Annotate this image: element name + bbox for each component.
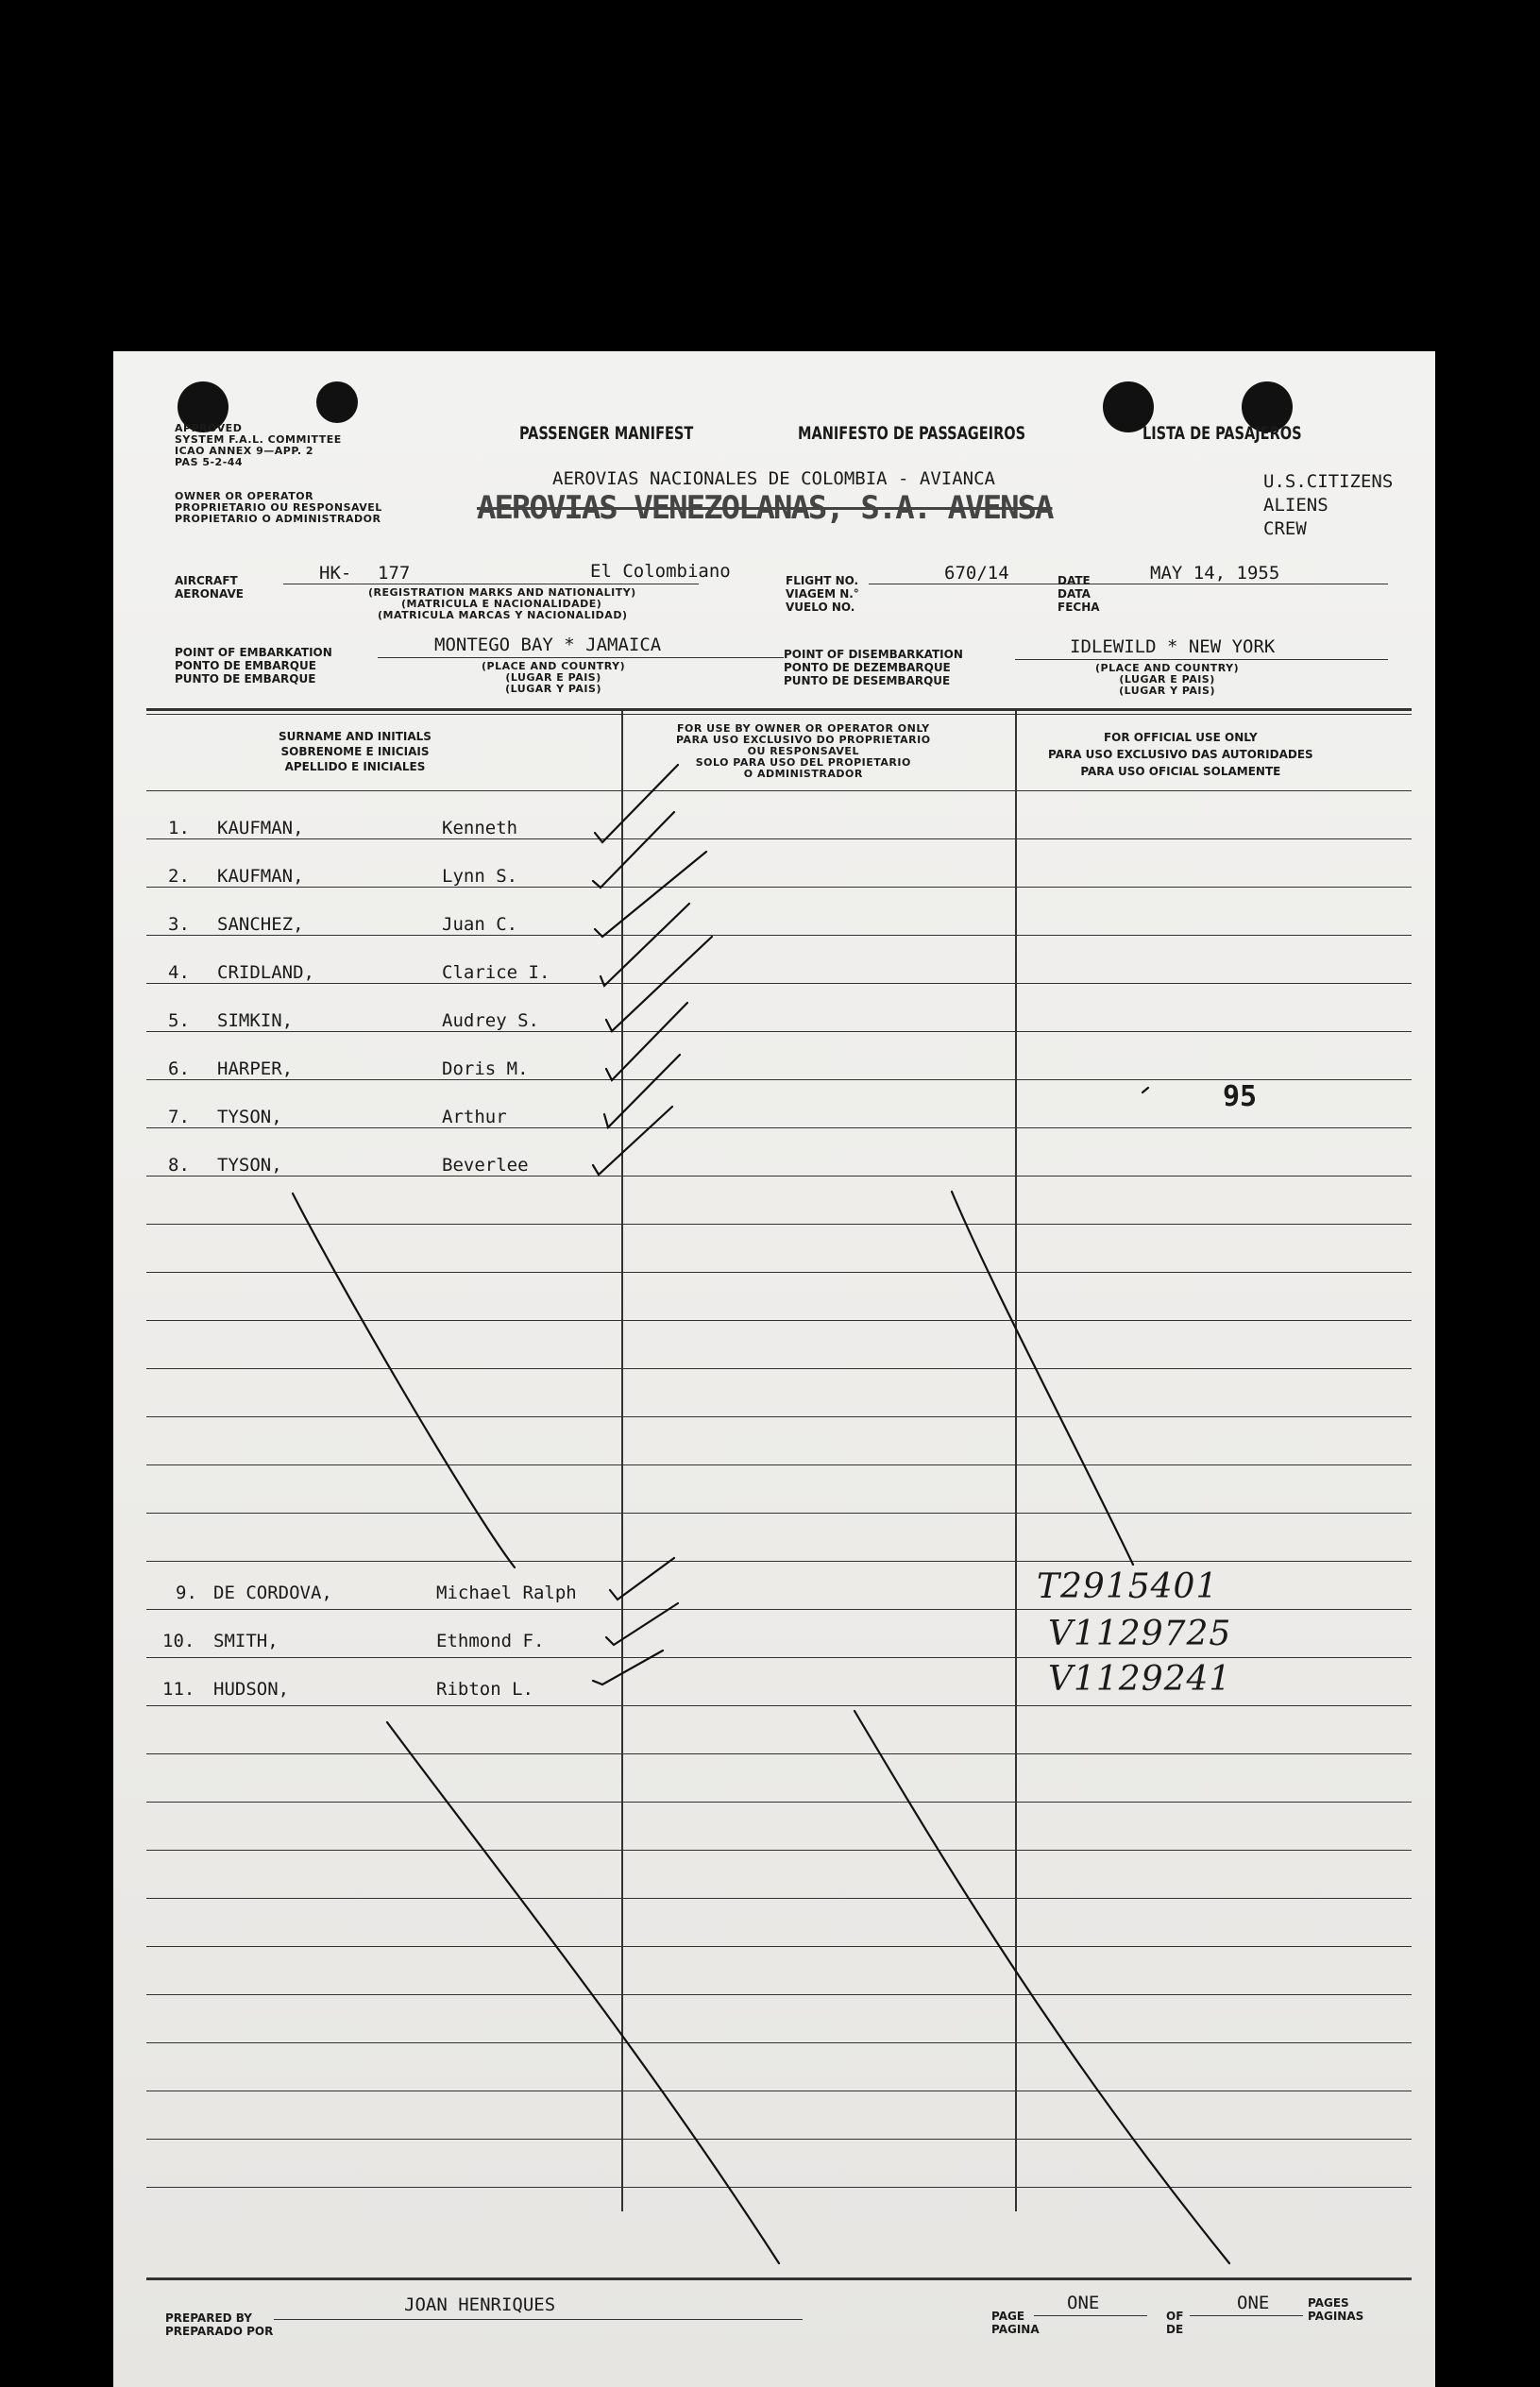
prepared-by: JOAN HENRIQUES xyxy=(404,2294,556,2315)
given-name: Ethmond F. xyxy=(436,1631,545,1651)
column-header-line: FOR USE BY OWNER OR OPERATOR ONLY xyxy=(676,722,930,735)
owner-struck-out: AEROVIAS VENEZOLANAS, S.A. AVENSA xyxy=(477,489,1053,527)
aircraft-label-line: AIRCRAFT xyxy=(175,574,238,587)
registration-prefix: HK- xyxy=(319,563,352,584)
surname: SMITH, xyxy=(213,1631,279,1651)
row-number: 2. xyxy=(168,866,190,887)
caption-line: (REGISTRATION MARKS AND NATIONALITY) xyxy=(368,586,636,599)
given-name: Clarice I. xyxy=(442,962,550,983)
given-name: Juan C. xyxy=(442,914,518,935)
column-header-line: PARA USO OFICIAL SOLAMENTE xyxy=(1080,765,1281,778)
row-number: 5. xyxy=(168,1010,190,1031)
surname: CRIDLAND, xyxy=(217,962,314,983)
date-label-line: DATA xyxy=(1058,587,1091,601)
prepared-label-line: PREPARADO POR xyxy=(165,2325,274,2338)
row-number: 4. xyxy=(168,962,190,983)
stray-tick xyxy=(1142,1088,1148,1092)
flight-label-line: FLIGHT NO. xyxy=(786,574,859,587)
official-mark: 95 xyxy=(1223,1080,1258,1113)
strike-line xyxy=(387,1722,779,2263)
official-mark: V1129725 xyxy=(1048,1615,1232,1653)
caption-line: (LUGAR E PAIS) xyxy=(505,671,601,684)
embark-label-line: PUNTO DE EMBARQUE xyxy=(175,672,316,686)
disembark-value: IDLEWILD * NEW YORK xyxy=(1070,636,1276,657)
pages-label xyxy=(1308,2296,1363,2323)
page-underline xyxy=(1034,2315,1147,2316)
pages-label-line: PAGES xyxy=(1308,2296,1349,2310)
caption-line: (LUGAR E PAIS) xyxy=(1119,673,1215,686)
page-label xyxy=(991,2310,1040,2336)
footer-top-rule xyxy=(146,2277,1412,2280)
status-us-citizens: U.S.CITIZENS xyxy=(1263,471,1394,492)
prepared-label-line: PREPARED BY xyxy=(165,2311,252,2325)
column-header-line: PARA USO EXCLUSIVO DO PROPRIETARIO xyxy=(676,734,931,746)
flight-label-line: VUELO NO. xyxy=(786,601,855,614)
given-name: Ribton L. xyxy=(436,1679,533,1700)
handwritten-marks xyxy=(113,351,1435,2387)
given-name: Kenneth xyxy=(442,818,518,838)
registration-value: 177 xyxy=(378,563,411,584)
column-header-line: SURNAME AND INITIALS xyxy=(279,730,432,743)
of-label-line: DE xyxy=(1166,2323,1184,2336)
embark-label-line: POINT OF EMBARKATION xyxy=(175,646,332,659)
row-number: 3. xyxy=(168,914,190,935)
of-label xyxy=(1166,2310,1183,2336)
strike-line xyxy=(855,1711,1229,2263)
row-number: 10. xyxy=(162,1631,195,1651)
owner-label-line: PROPRIETARIO OU RESPONSAVEL xyxy=(175,501,382,514)
owner-label-line: OWNER OR OPERATOR xyxy=(175,490,314,502)
embark-label-line: PONTO DE EMBARQUE xyxy=(175,659,316,672)
caption-line: (MATRICULA E NACIONALIDADE) xyxy=(401,598,602,610)
caption-line: (LUGAR Y PAIS) xyxy=(1119,685,1215,697)
prepared-underline xyxy=(274,2319,803,2320)
approval-line: PAS 5-2-44 xyxy=(175,456,244,468)
surname: HUDSON, xyxy=(213,1679,290,1700)
column-header-line: O ADMINISTRADOR xyxy=(743,768,863,780)
status-crew: CREW xyxy=(1263,518,1307,539)
check-mark xyxy=(606,1003,687,1080)
title-es: LISTA DE PASAJEROS xyxy=(1142,423,1302,444)
approval-line: SYSTEM F.A.L. COMMITTEE xyxy=(175,433,342,446)
approval-line: APPROVED xyxy=(175,422,243,434)
prepared-label xyxy=(165,2311,273,2338)
aircraft-label-line: AERONAVE xyxy=(175,587,244,601)
date-label-line: FECHA xyxy=(1058,601,1100,614)
column-header-line: FOR OFFICIAL USE ONLY xyxy=(1103,731,1258,744)
owner-value: AEROVIAS NACIONALES DE COLOMBIA - AVIANCA xyxy=(552,468,995,489)
given-name: Audrey S. xyxy=(442,1010,539,1031)
surname: KAUFMAN, xyxy=(217,818,304,838)
given-name: Lynn S. xyxy=(442,866,518,887)
flight-label-line: VIAGEM N.° xyxy=(786,587,859,601)
disembark-label-line: PUNTO DE DESEMBARQUE xyxy=(784,674,951,687)
surname: DE CORDOVA, xyxy=(213,1583,332,1603)
given-name: Michael Ralph xyxy=(436,1583,577,1603)
check-mark xyxy=(595,765,678,842)
surname: HARPER, xyxy=(217,1058,294,1079)
surname: SANCHEZ, xyxy=(217,914,304,935)
row-number: 7. xyxy=(168,1107,190,1127)
row-number: 6. xyxy=(168,1058,190,1079)
caption-line: (PLACE AND COUNTRY) xyxy=(482,660,626,672)
strike-line xyxy=(293,1194,515,1567)
title-en: PASSENGER MANIFEST xyxy=(519,423,694,444)
check-mark xyxy=(604,1055,680,1127)
page-total: ONE xyxy=(1237,2293,1270,2313)
check-mark xyxy=(595,852,706,937)
row-number: 11. xyxy=(162,1679,195,1700)
given-name: Beverlee xyxy=(442,1155,529,1176)
column-header-line: OU RESPONSAVEL xyxy=(747,745,859,757)
disembark-label-line: POINT OF DISEMBARKATION xyxy=(784,648,963,661)
surname: TYSON, xyxy=(217,1107,282,1127)
disembark-label-line: PONTO DE DEZEMBARQUE xyxy=(784,661,951,674)
column-header-line: SOBRENOME E INICIAIS xyxy=(280,745,430,758)
official-mark: V1129241 xyxy=(1048,1660,1232,1699)
given-name: Arthur xyxy=(442,1107,507,1127)
of-label-line: OF xyxy=(1166,2310,1184,2323)
given-name: Doris M. xyxy=(442,1058,529,1079)
page-label-line: PAGINA xyxy=(991,2323,1040,2336)
check-mark xyxy=(593,1651,663,1684)
surname: SIMKIN, xyxy=(217,1010,294,1031)
approval-line: ICAO ANNEX 9—APP. 2 xyxy=(175,445,314,457)
page-number: ONE xyxy=(1067,2293,1100,2313)
check-mark xyxy=(601,904,689,986)
pages-label-line: PAGINAS xyxy=(1308,2310,1364,2323)
row-number: 8. xyxy=(168,1155,190,1176)
manifest-page xyxy=(113,351,1435,2387)
column-header-line: APELLIDO E INICIALES xyxy=(284,760,426,773)
strike-line xyxy=(952,1192,1133,1565)
surname: KAUFMAN, xyxy=(217,866,304,887)
check-mark xyxy=(606,937,712,1031)
date-label-line: DATE xyxy=(1058,574,1091,587)
embark-value: MONTEGO BAY * JAMAICA xyxy=(434,635,662,655)
caption-line: (PLACE AND COUNTRY) xyxy=(1095,662,1240,674)
surname: TYSON, xyxy=(217,1155,282,1176)
column-header-line: SOLO PARA USO DEL PROPIETARIO xyxy=(695,756,911,769)
title-pt: MANIFESTO DE PASSAGEIROS xyxy=(798,423,1026,444)
owner-label-line: PROPIETARIO O ADMINISTRADOR xyxy=(175,513,381,525)
flight-number: 670/14 xyxy=(944,563,1009,584)
status-aliens: ALIENS xyxy=(1263,495,1328,516)
caption-line: (LUGAR Y PAIS) xyxy=(505,683,601,695)
aircraft-name: El Colombiano xyxy=(590,561,731,582)
official-mark: T2915401 xyxy=(1037,1567,1219,1606)
check-mark xyxy=(593,812,674,888)
caption-line: (MATRICULA MARCAS Y NACIONALIDAD) xyxy=(378,609,628,621)
page-label-line: PAGE xyxy=(991,2310,1025,2323)
row-number: 9. xyxy=(176,1583,197,1603)
flight-date: MAY 14, 1955 xyxy=(1150,563,1280,584)
check-mark xyxy=(610,1558,674,1600)
column-header-line: PARA USO EXCLUSIVO DAS AUTORIDADES xyxy=(1048,748,1313,761)
check-mark xyxy=(606,1603,678,1645)
row-number: 1. xyxy=(168,818,190,838)
of-underline xyxy=(1190,2315,1303,2316)
